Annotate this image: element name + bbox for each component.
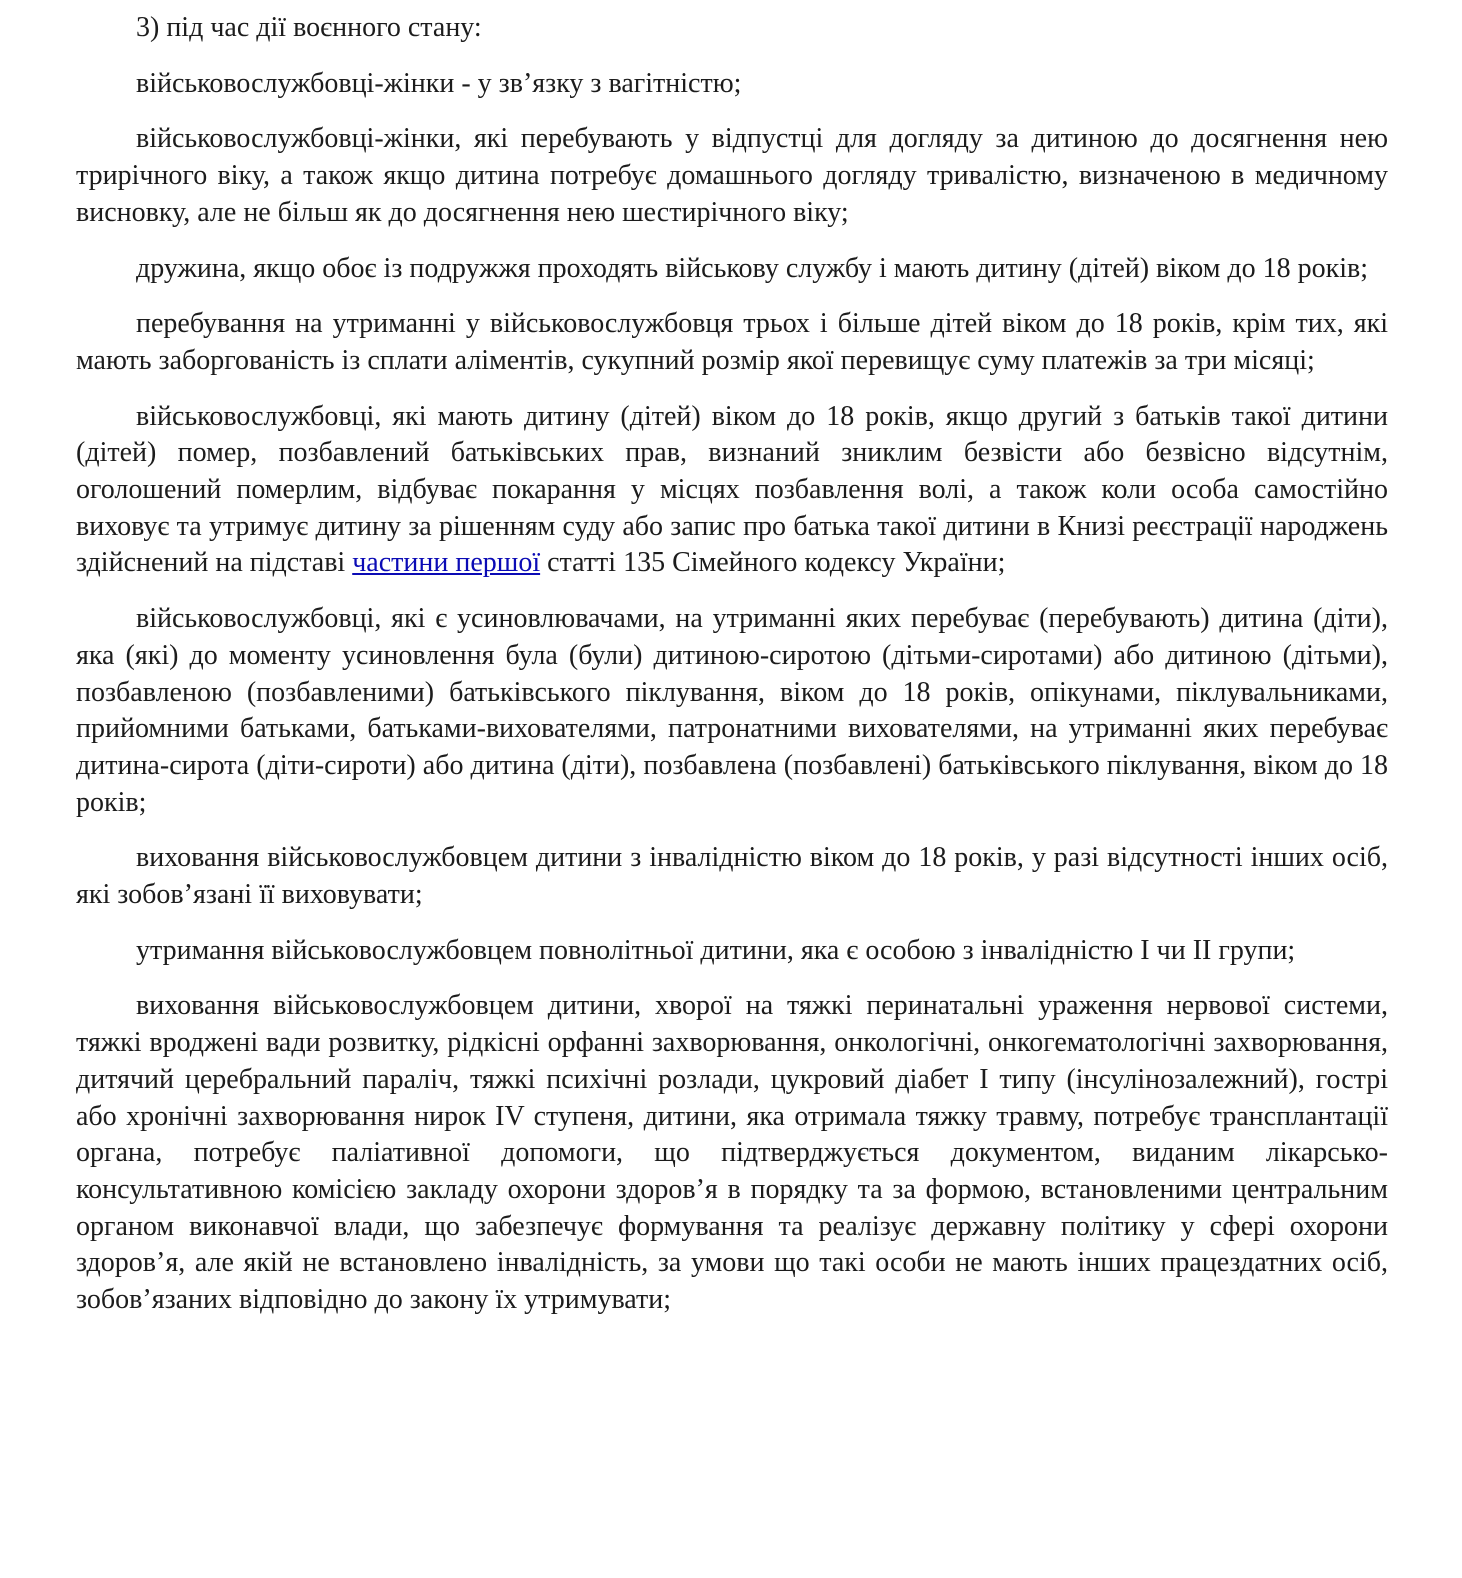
paragraph-text-before-link: військовослужбовці, які мають дитину (дітей) віком до 18 років, якщо другий з батьків такої дитини (дітей) помер, позбавлений батьківських прав, визнаний зниклим безвісти або безвісно відсутнім, оголошений померлим, відбуває покарання у місцях позбавлення волі, а також коли особа самостійно виховує та утримує дитину за рішенням суду або запис про батька такої дитини в Книзі реєстрації народжень здійснений на підставі (76, 400, 1388, 579)
document-body (76, 10, 1388, 1338)
paragraph: виховання військовослужбовцем дитини, хворої на тяжкі перинатальні ураження нервової системи, тяжкі вроджені вади розвитку, рідкісні орфанні захворювання, онкологічні, онкогематологічні захворювання, дитячий церебральний параліч, тяжкі психічні розлади, цукровий діабет I типу (інсулінозалежний), гострі або хронічні захворювання нирок IV ступеня, дитини, яка отримала тяжку травму, потребує трансплантації органа, потребує паліативної допомоги, що підтверджується документом, виданим лікарсько-консультативною комісією закладу охорони здоров’я в порядку та за формою, встановленими центральним органом виконавчої влади, що забезпечує формування та реалізує державну політику у сфері охорони здоров’я, але якій не встановлено інвалідність, за умови що такі особи не мають інших працездатних осіб, зобов’язаних відповідно до закону їх утримувати; (76, 990, 1388, 1316)
paragraph: перебування на утриманні у військовослужбовця трьох і більше дітей віком до 18 років, крім тих, які мають заборгованість із сплати аліментів, сукупний розмір якої перевищує суму платежів за три місяці; (76, 308, 1388, 376)
law-reference-link[interactable]: частини першої (352, 547, 541, 579)
paragraph-text-after-link: статті 135 Сімейного кодексу України; (540, 547, 1006, 579)
paragraph: військовослужбовці, які є усиновлювачами, на утриманні яких перебуває (перебувають) дитина (діти), яка (які) до моменту усиновлення була (були) дитиною-сиротою (дітьми-сиротами) або дитиною (дітьми), позбавленою (позбавленими) батьківського піклування, віком до 18 років, опікунами, піклувальниками, прийомними батьками, батьками-вихователями, патронатними вихователями, на утриманні яких перебуває дитина-сирота (діти-сироти) або дитина (діти), позбавлена (позбавлені) батьківського піклування, віком до 18 років; (76, 603, 1388, 818)
paragraph: виховання військовослужбовцем дитини з інвалідністю віком до 18 років, у разі відсутності інших осіб, які зобов’язані її виховувати; (76, 842, 1388, 911)
paragraph (76, 399, 1388, 583)
paragraph: утримання військовослужбовцем повнолітньої дитини, яка є особою з інвалідністю I чи II групи; (136, 934, 1296, 966)
paragraph: дружина, якщо обоє із подружжя проходять військову службу і мають дитину (дітей) віком до 18 років; (136, 252, 1369, 284)
paragraph: військовослужбовці-жінки - у зв’язку з вагітністю; (136, 67, 742, 99)
paragraph: військовослужбовці-жінки, які перебувають у відпустці для догляду за дитиною до досягнення нею трирічного віку, а також якщо дитина потребує домашнього догляду тривалістю, визначеною в медичному висновку, але не більш як до досягнення нею шестирічного віку; (76, 123, 1388, 228)
paragraph: 3) під час дії воєнного стану: (136, 12, 482, 43)
